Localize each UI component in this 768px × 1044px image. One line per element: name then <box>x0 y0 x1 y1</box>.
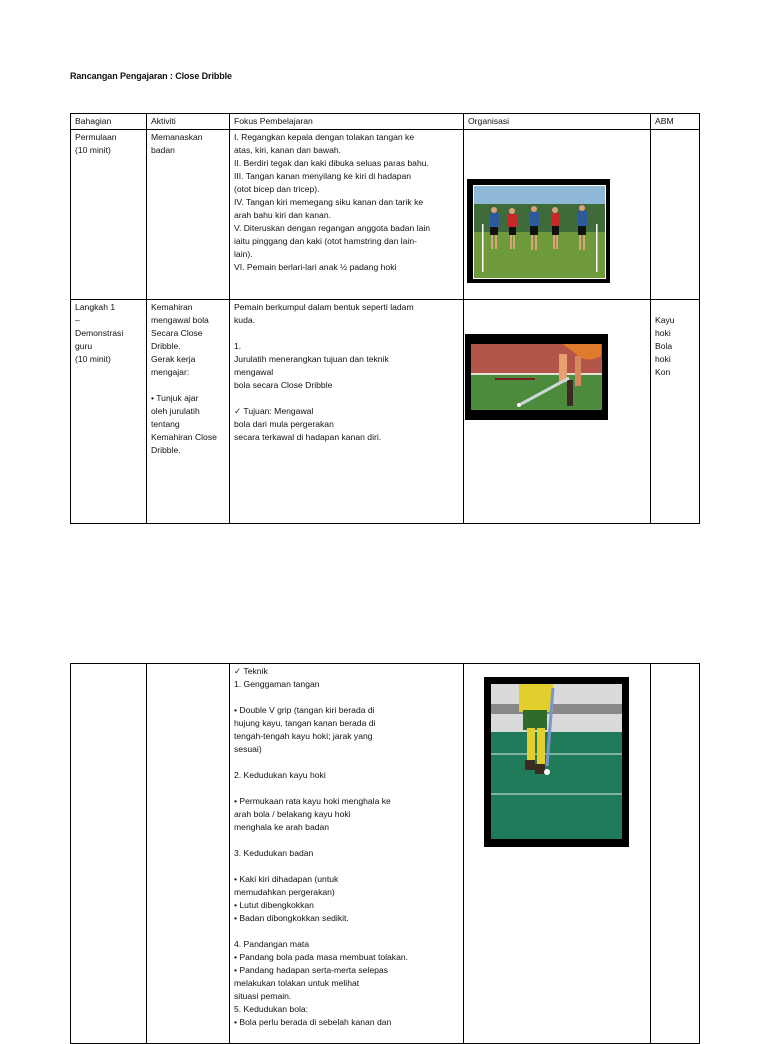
blank-line <box>234 691 459 704</box>
text-line: • Kaki kiri dihadapan (untuk <box>234 874 339 884</box>
text-line: V. Diteruskan dengan regangan anggota badan lain <box>234 223 431 233</box>
text-line: 5. Kedudukan bola: <box>234 1004 309 1014</box>
text-line: menghala ke arah badan <box>234 822 330 832</box>
text-line: • Pandang hadapan serta-merta selepas <box>234 965 388 975</box>
text-line: • Pandang bola pada masa membuat tolakan. <box>234 952 409 962</box>
text-line: melakukan tolakan untuk melihat <box>234 978 360 988</box>
cell-fokus <box>230 130 464 300</box>
text-line: tentang <box>151 419 180 429</box>
cell-fokus <box>230 664 464 1044</box>
text-line: badan <box>151 145 175 155</box>
text-line: arah bola / belakang kayu hoki <box>234 809 351 819</box>
text-line: memudahkan pergerakan) <box>234 887 335 897</box>
text-line: • Double V grip (tangan kiri berada di <box>234 705 375 715</box>
text-line: 4. Pandangan mata <box>234 939 310 949</box>
text-line: (10 minit) <box>75 354 111 364</box>
text-line: III. Tangan kanan menyilang ke kiri di hadapan <box>234 171 412 181</box>
blank-line <box>234 782 459 795</box>
blank-line <box>234 834 459 847</box>
cell-abm <box>651 130 700 300</box>
text-line: • Badan dibongkokkan sedikit. <box>234 913 349 923</box>
warmup-photo <box>467 179 610 283</box>
cell-aktiviti <box>147 664 230 1044</box>
text-line: • Permukaan rata kayu hoki menghala ke <box>234 796 391 806</box>
text-line: bola secara Close Dribble <box>234 380 333 390</box>
text-line: arah bahu kiri dan kanan. <box>234 210 331 220</box>
dribble-demo-photo <box>465 334 608 420</box>
text-line: Demonstrasi <box>75 328 124 338</box>
text-line: secara terkawal di hadapan kanan diri. <box>234 432 382 442</box>
text-line: – <box>75 315 80 325</box>
text-line: 2. Kedudukan kayu hoki <box>234 770 326 780</box>
blank-line <box>151 379 225 392</box>
cell-aktiviti <box>147 300 230 524</box>
text-line: 1. <box>234 341 242 351</box>
text-line: hoki <box>655 328 671 338</box>
text-line: Jurulatih menerangkan tujuan dan teknik <box>234 354 389 364</box>
blank-line <box>234 327 459 340</box>
text-line: 3. Kedudukan badan <box>234 848 314 858</box>
text-line: II. Berdiri tegak dan kaki dibuka seluas paras bahu. <box>234 158 429 168</box>
text-line: • Bola perlu berada di sebelah kanan dan <box>234 1017 392 1027</box>
lesson-plan-table <box>70 113 700 524</box>
text-line: ✓ Teknik <box>234 666 268 676</box>
header-bahagian: Bahagian <box>71 114 147 130</box>
text-line: atas, kiri, kanan dan bawah. <box>234 145 342 155</box>
text-line: mengawal bola <box>151 315 209 325</box>
text-line: Bola <box>655 341 673 351</box>
text-line: 1. Genggaman tangan <box>234 679 320 689</box>
header-aktiviti: Aktiviti <box>147 114 230 130</box>
blank-line <box>655 301 695 314</box>
text-line: hujung kayu, tangan kanan berada di <box>234 718 376 728</box>
text-line: mengajar: <box>151 367 190 377</box>
text-line: (10 minit) <box>75 145 111 155</box>
cell-fokus <box>230 300 464 524</box>
text-line: sesuai) <box>234 744 262 754</box>
text-line: iaitu pinggang dan kaki (otot hamstring dan lain- <box>234 236 417 246</box>
cell-abm <box>651 300 700 524</box>
cell-bahagian <box>71 300 147 524</box>
blank-line <box>234 860 459 873</box>
text-line: Secara Close <box>151 328 203 338</box>
text-line: kuda. <box>234 315 256 325</box>
blank-line <box>234 392 459 405</box>
header-abm: ABM <box>651 114 700 130</box>
text-line: Memanaskan <box>151 132 203 142</box>
text-line: Langkah 1 <box>75 302 116 312</box>
text-line: Dribble. <box>151 341 181 351</box>
turf-dribble-photo <box>484 677 629 847</box>
text-line: situasi pemain. <box>234 991 292 1001</box>
text-line: Permulaan <box>75 132 117 142</box>
text-line: oleh jurulatih <box>151 406 200 416</box>
cell-bahagian <box>71 130 147 300</box>
text-line: mengawal <box>234 367 274 377</box>
header-organisasi: Organisasi <box>464 114 651 130</box>
text-line: • Lutut dibengkokkan <box>234 900 314 910</box>
text-line: Kemahiran Close <box>151 432 217 442</box>
text-line: I. Regangkan kepala dengan tolakan tangan ke <box>234 132 415 142</box>
text-line: lain). <box>234 249 253 259</box>
text-line: bola dari mula pergerakan <box>234 419 334 429</box>
text-line: hoki <box>655 354 671 364</box>
text-line: ✓ Tujuan: Mengawal <box>234 406 314 416</box>
blank-line <box>234 756 459 769</box>
blank-line <box>234 925 459 938</box>
cell-abm <box>651 664 700 1044</box>
header-fokus: Fokus Pembelajaran <box>230 114 464 130</box>
text-line: (otot bicep dan tricep). <box>234 184 320 194</box>
text-line: VI. Pemain berlari-lari anak ½ padang hoki <box>234 262 397 272</box>
text-line: tengah-tengah kayu hoki; jarak yang <box>234 731 373 741</box>
text-line: Kemahiran <box>151 302 193 312</box>
table-header-row <box>71 114 700 130</box>
text-line: • Tunjuk ajar <box>151 393 199 403</box>
document-title: Rancangan Pengajaran : Close Dribble <box>70 71 232 81</box>
text-line: guru <box>75 341 93 351</box>
cell-aktiviti <box>147 130 230 300</box>
text-line: Kayu <box>655 315 675 325</box>
text-line: Pemain berkumpul dalam bentuk seperti ladam <box>234 302 414 312</box>
text-line: Gerak kerja <box>151 354 196 364</box>
cell-bahagian <box>71 664 147 1044</box>
text-line: IV. Tangan kiri memegang siku kanan dan tarik ke <box>234 197 424 207</box>
text-line: Kon <box>655 367 671 377</box>
text-line: Dribble. <box>151 445 181 455</box>
